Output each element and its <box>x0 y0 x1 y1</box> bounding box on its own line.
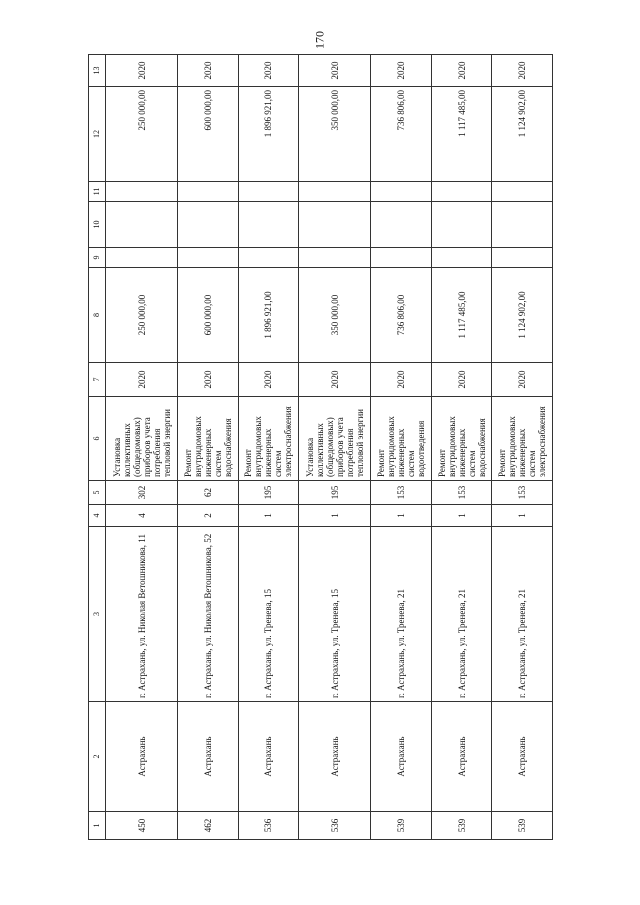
cell-c10 <box>299 202 371 248</box>
cell-apartments: 195 <box>299 481 371 505</box>
cell-total-cost: 350 000,00 <box>299 87 371 182</box>
cell-apartments: 153 <box>492 481 553 505</box>
cell-c10 <box>238 202 299 248</box>
cell-work-type: Ремонт внутридомовых инженерных систем водоснабжения <box>431 397 492 481</box>
cell-year: 2020 <box>178 363 239 397</box>
cell-total-cost: 250 000,00 <box>106 87 178 182</box>
cell-address: г. Астрахань, ул. Тренева, 21 <box>492 527 553 702</box>
col-header: 9 <box>89 248 106 268</box>
cell-cost: 250 000,00 <box>106 268 178 363</box>
cell-cost: 1 124 902,00 <box>492 268 553 363</box>
cell-storeys: 1 <box>371 505 432 527</box>
cell-c11 <box>106 182 178 202</box>
cell-c10 <box>106 202 178 248</box>
table-row <box>492 55 553 840</box>
cell-address: г. Астрахань, ул. Тренева, 15 <box>299 527 371 702</box>
cell-c11 <box>299 182 371 202</box>
cell-storeys: 1 <box>492 505 553 527</box>
cell-c11 <box>238 182 299 202</box>
cell-municipality: Астрахань <box>299 702 371 812</box>
cell-row-id: 539 <box>431 812 492 840</box>
cell-c10 <box>492 202 553 248</box>
cell-cost: 600 000,00 <box>178 268 239 363</box>
page-number: 170 <box>312 31 327 49</box>
cell-storeys: 2 <box>178 505 239 527</box>
cell-municipality: Астрахань <box>178 702 239 812</box>
cell-deadline: 2020 <box>492 55 553 87</box>
cell-c11 <box>371 182 432 202</box>
col-header: 2 <box>89 702 106 812</box>
cell-year: 2020 <box>106 363 178 397</box>
cell-municipality: Астрахань <box>431 702 492 812</box>
cell-c10 <box>431 202 492 248</box>
cell-c9 <box>299 248 371 268</box>
cell-work-type: Ремонт внутридомовых инженерных систем водоотведения <box>371 397 432 481</box>
cell-row-id: 539 <box>371 812 432 840</box>
col-header: 11 <box>89 182 106 202</box>
cell-c9 <box>178 248 239 268</box>
cell-row-id: 536 <box>299 812 371 840</box>
cell-c10 <box>178 202 239 248</box>
cell-year: 2020 <box>431 363 492 397</box>
col-header: 12 <box>89 87 106 182</box>
cell-row-id: 462 <box>178 812 239 840</box>
col-header: 6 <box>89 397 106 481</box>
col-header: 4 <box>89 505 106 527</box>
cell-row-id: 536 <box>238 812 299 840</box>
cell-c11 <box>492 182 553 202</box>
table-row <box>431 55 492 840</box>
cell-address: г. Астрахань, ул. Тренева, 21 <box>371 527 432 702</box>
cell-c9 <box>431 248 492 268</box>
cell-c11 <box>431 182 492 202</box>
column-number-row <box>89 55 106 840</box>
cell-storeys: 1 <box>299 505 371 527</box>
cell-c9 <box>238 248 299 268</box>
cell-work-type: Установка коллективных (общедомовых) приборов учета потребления тепловой энергии <box>299 397 371 481</box>
table-row <box>106 55 178 840</box>
cell-total-cost: 1 117 485,00 <box>431 87 492 182</box>
cell-row-id: 450 <box>106 812 178 840</box>
cell-deadline: 2020 <box>238 55 299 87</box>
rotated-table-container <box>88 55 553 840</box>
cell-year: 2020 <box>492 363 553 397</box>
table-row <box>371 55 432 840</box>
cell-work-type: Ремонт внутридомовых инженерных систем водоснабжения <box>178 397 239 481</box>
cell-cost: 1 896 921,00 <box>238 268 299 363</box>
table-row <box>238 55 299 840</box>
cell-municipality: Астрахань <box>371 702 432 812</box>
col-header: 8 <box>89 268 106 363</box>
cell-work-type: Установка коллективных (общедомовых) приборов учета потребления тепловой энергии <box>106 397 178 481</box>
col-header: 13 <box>89 55 106 87</box>
cell-municipality: Астрахань <box>238 702 299 812</box>
cell-municipality: Астрахань <box>106 702 178 812</box>
cell-address: г. Астрахань, ул. Николая Ветошникова, 11 <box>106 527 178 702</box>
cell-deadline: 2020 <box>178 55 239 87</box>
col-header: 7 <box>89 363 106 397</box>
cell-municipality: Астрахань <box>492 702 553 812</box>
cell-work-type: Ремонт внутридомовых инженерных систем электроснабжения <box>492 397 553 481</box>
cell-storeys: 1 <box>431 505 492 527</box>
cell-work-type: Ремонт внутридомовых инженерных систем электроснабжения <box>238 397 299 481</box>
col-header: 5 <box>89 481 106 505</box>
col-header: 3 <box>89 527 106 702</box>
cell-c9 <box>371 248 432 268</box>
cell-address: г. Астрахань, ул. Тренева, 15 <box>238 527 299 702</box>
cell-year: 2020 <box>371 363 432 397</box>
repair-program-table <box>88 54 553 840</box>
cell-total-cost: 1 896 921,00 <box>238 87 299 182</box>
col-header: 10 <box>89 202 106 248</box>
cell-c11 <box>178 182 239 202</box>
cell-total-cost: 736 806,00 <box>371 87 432 182</box>
cell-c9 <box>106 248 178 268</box>
cell-cost: 350 000,00 <box>299 268 371 363</box>
cell-cost: 1 117 485,00 <box>431 268 492 363</box>
cell-address: г. Астрахань, ул. Николая Ветошникова, 52 <box>178 527 239 702</box>
cell-apartments: 195 <box>238 481 299 505</box>
cell-cost: 736 806,00 <box>371 268 432 363</box>
cell-total-cost: 600 000,00 <box>178 87 239 182</box>
cell-address: г. Астрахань, ул. Тренева, 21 <box>431 527 492 702</box>
table-row <box>299 55 371 840</box>
cell-row-id: 539 <box>492 812 553 840</box>
cell-deadline: 2020 <box>431 55 492 87</box>
cell-apartments: 153 <box>431 481 492 505</box>
cell-apartments: 302 <box>106 481 178 505</box>
cell-apartments: 153 <box>371 481 432 505</box>
cell-deadline: 2020 <box>299 55 371 87</box>
cell-c10 <box>371 202 432 248</box>
cell-year: 2020 <box>299 363 371 397</box>
cell-deadline: 2020 <box>106 55 178 87</box>
cell-total-cost: 1 124 902,00 <box>492 87 553 182</box>
cell-storeys: 1 <box>238 505 299 527</box>
table-row <box>178 55 239 840</box>
cell-deadline: 2020 <box>371 55 432 87</box>
cell-year: 2020 <box>238 363 299 397</box>
col-header: 1 <box>89 812 106 840</box>
cell-c9 <box>492 248 553 268</box>
table-frame <box>88 55 553 840</box>
cell-apartments: 62 <box>178 481 239 505</box>
cell-storeys: 4 <box>106 505 178 527</box>
